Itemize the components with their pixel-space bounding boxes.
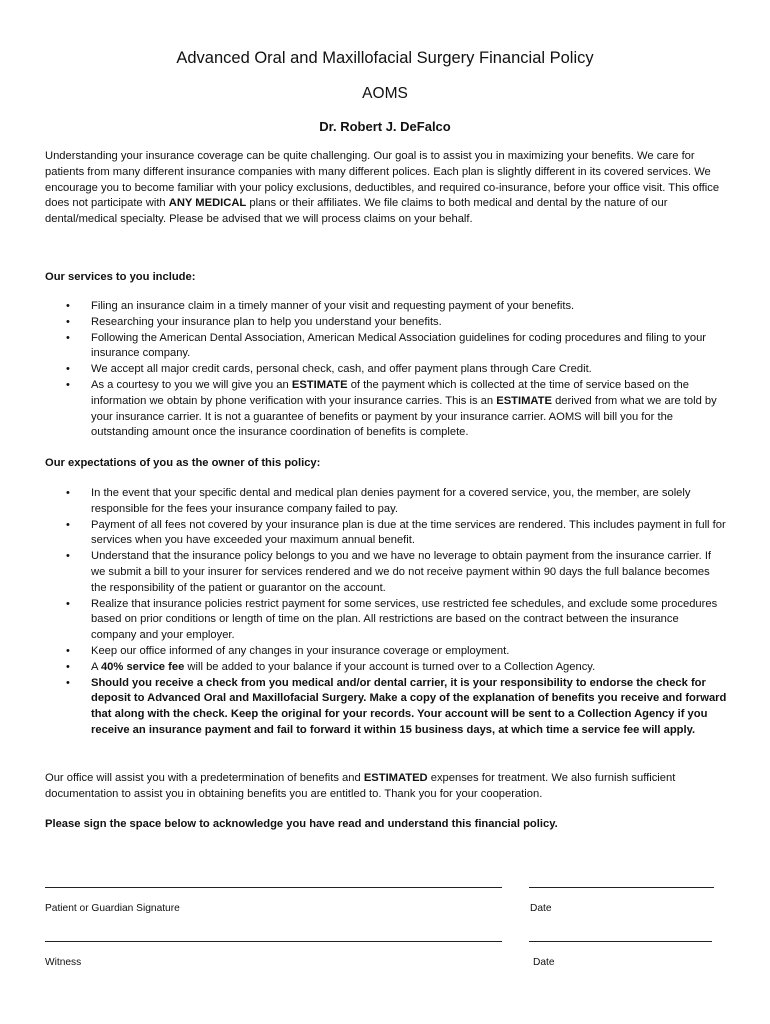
service-item-text: of the payment which is collected at the time of service based on the information we obtain by phone verification with your insurance carries. This is an	[91, 378, 689, 407]
list-item	[45, 299, 727, 315]
intro-text-1: Understanding your insurance coverage can be quite challenging. Our goal is to assist you in maximizing your benefits. We care for patients from many different insurance companies with many different polices. Each plan is slightly different in its covered services. We encourage you to become familiar with your policy exclusions, deductibles, and required co-insurance, before your office visit. This office does not participate with	[45, 150, 720, 210]
expectation-item-text: Understand that the insurance policy belongs to you and we have no leverage to obtain payment from the insurance carrier. If we submit a bill to your insurer for services rendered and we do not receive payment within 90 days the full balance becomes the responsibility of the patient or guarantor on the account.	[91, 550, 712, 594]
patient-date-line[interactable]	[529, 887, 714, 888]
list-item	[45, 644, 727, 660]
estimate-bold: ESTIMATE	[291, 378, 348, 391]
patient-date-label: Date	[530, 903, 552, 914]
page-title: Advanced Oral and Maxillofacial Surgery Financial Policy	[176, 49, 594, 67]
witness-label: Witness	[45, 957, 82, 968]
services-list	[45, 299, 727, 441]
expectation-item-text: will be added to your balance if your account is turned over to a Collection Agency.	[184, 660, 596, 673]
patient-signature-label: Patient or Guardian Signature	[45, 903, 180, 914]
bullet-icon: •	[66, 597, 70, 610]
expectation-item-text: Realize that insurance policies restrict payment for some services, use restricted fee schedules, and exclude some procedures based on prior conditions or length of time on the plan. All restrictions are based on the contract between the insurance company and your employer.	[91, 597, 718, 642]
doctor-name: Dr. Robert J. DeFalco	[319, 119, 451, 134]
bullet-icon: •	[66, 363, 70, 376]
list-item	[45, 549, 727, 596]
service-fee-bold: 40% service fee	[100, 660, 185, 673]
list-item	[45, 315, 727, 331]
list-item	[45, 660, 727, 676]
expectations-heading: Our expectations of you as the owner of this policy:	[45, 457, 321, 469]
bullet-icon: •	[66, 378, 70, 391]
list-item	[45, 362, 727, 378]
bullet-icon: •	[66, 644, 70, 657]
expectations-list	[45, 486, 727, 739]
intro-paragraph	[45, 149, 727, 228]
bullet-icon: •	[66, 676, 70, 689]
expectation-item-text: Payment of all fees not covered by your insurance plan is due at the time services are rendered. This includes payment in full for services when you have exceeded your maximum annual benefit.	[91, 518, 726, 547]
expectation-item-text: Keep our office informed of any changes in your insurance coverage or employment.	[91, 644, 510, 657]
list-item	[45, 676, 727, 739]
list-item	[45, 378, 727, 441]
expectation-item-text: In the event that your specific dental and medical plan denies payment for a covered service, you, the member, are solely responsible for the fees your insurance company failed to pay.	[91, 487, 691, 515]
service-item-text: Filing an insurance claim in a timely manner of your visit and requesting payment of your benefits.	[91, 300, 575, 312]
witness-date-label: Date	[533, 957, 555, 968]
bullet-icon: •	[66, 518, 70, 531]
witness-date-line[interactable]	[529, 941, 712, 942]
service-item-text: Researching your insurance plan to help you understand your benefits.	[91, 315, 442, 328]
witness-signature-line[interactable]	[45, 941, 502, 942]
bullet-icon: •	[66, 315, 70, 328]
bullet-icon: •	[66, 487, 70, 499]
closing-text-1: Our office will assist you with a predetermination of benefits and	[45, 772, 364, 784]
bullet-icon: •	[66, 550, 70, 563]
closing-paragraph	[45, 771, 727, 803]
service-item-text: Following the American Dental Association, American Medical Association guidelines for coding procedures and filing to your insurance company.	[91, 331, 707, 360]
intro-bold-any-medical: ANY MEDICAL	[168, 197, 247, 210]
estimate-bold: ESTIMATE	[496, 394, 552, 407]
list-item	[45, 518, 727, 550]
bullet-icon: •	[66, 660, 70, 673]
bullet-icon: •	[66, 300, 70, 312]
list-item	[45, 597, 727, 644]
services-heading: Our services to you include:	[45, 271, 196, 283]
list-item	[45, 331, 727, 363]
bullet-icon: •	[66, 331, 70, 344]
intro-text-2: plans or their affiliates. We file claims to both medical and dental by the nature of our dental/medical specialty. Please be advised that we will process claims on your behalf.	[45, 197, 668, 226]
expectation-item-bold-text: Should you receive a check from you medical and/or dental carrier, it is your responsibility to endorse the check for deposit to Advanced Oral and Maxillofacial Surgery. Make a copy of the explanation of benefits you receive and forward that along with the check. Keep the original for your records. Your account will be sent to a Collection Agency if you receive an insurance payment and fail to forward it within 15 business days, at which time a service fee will apply.	[91, 676, 727, 736]
closing-text-2: expenses for treatment. We also furnish sufficient documentation to assist you in obtaining benefits you are entitled to. Thank you for your cooperation.	[45, 772, 676, 800]
service-item-text: derived from what we are told by your insurance carrier. It is not a guarantee of benefits or payment by your insurance carrier. AOMS will bill you for the outstanding amount once the insurance coordination of benefits is complete.	[91, 394, 717, 439]
patient-signature-line[interactable]	[45, 887, 502, 888]
page-subtitle: AOMS	[362, 85, 408, 102]
service-item-text: As a courtesy to you we will give you an	[91, 378, 292, 391]
closing-bold-estimated: ESTIMATED	[363, 772, 428, 784]
list-item	[45, 486, 727, 518]
expectation-item-text: A	[91, 660, 101, 673]
sign-request: Please sign the space below to acknowledge you have read and understand this financial policy.	[45, 818, 558, 830]
service-item-text: We accept all major credit cards, personal check, cash, and offer payment plans through Care Credit.	[91, 363, 592, 376]
